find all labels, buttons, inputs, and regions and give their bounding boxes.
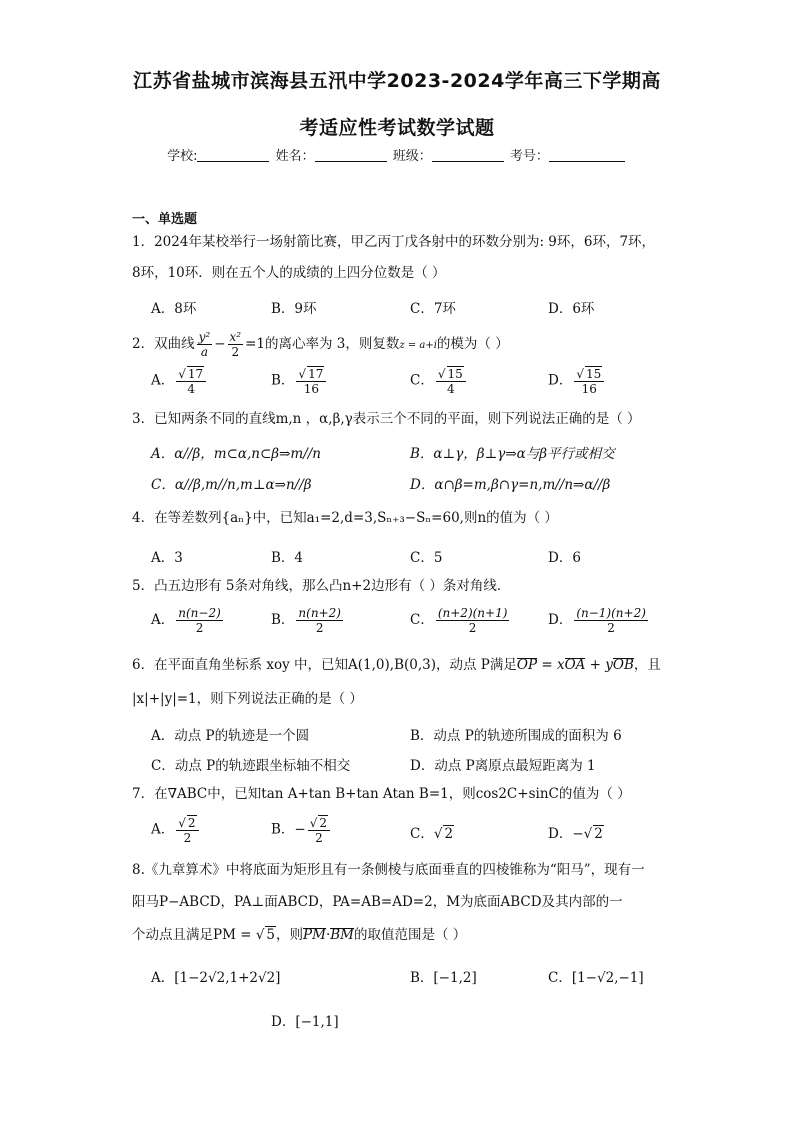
q2-option-b: B． $\frac{√ 17}{16}$ bbox=[271, 366, 328, 396]
q3-option-b: B．α⊥γ，β⊥γ⇒α与β平行或相交 bbox=[410, 446, 615, 462]
q2-option-c: C． $\frac{√ 15}{4}$ bbox=[410, 366, 468, 396]
exam-title-line1: 江苏省盐城市滨海县五汛中学2023-2024学年高三下学期高 bbox=[133, 70, 661, 92]
number-blank[interactable] bbox=[549, 149, 625, 162]
school-label: 学校: bbox=[167, 149, 198, 164]
q1-line2: 8环，10环．则在五个人的成绩的上四分位数是（ ） bbox=[132, 265, 446, 281]
q3-line: 3．已知两条不同的直线m,n ，α,β,γ表示三个不同的平面，则下列说法正确的是（ ） bbox=[132, 411, 641, 427]
q3-option-d: D．α∩β=m,β∩γ=n,m//n⇒α//β bbox=[410, 477, 611, 493]
q3-option-a: A．α//β，m⊂α,n⊂β⇒m//n bbox=[151, 446, 322, 462]
q2-pre: 2．双曲线 bbox=[132, 336, 195, 352]
q3-option-c: C．α//β,m//n,m⊥α⇒n//β bbox=[151, 477, 312, 493]
q2-option-d: D． $\frac{√ 15}{16}$ bbox=[548, 366, 606, 396]
q1-option-d: D．6环 bbox=[548, 301, 595, 317]
vector-oa: OA bbox=[564, 657, 586, 673]
q1-option-c: C．7环 bbox=[410, 301, 456, 317]
q6-option-d: D．动点 P离原点最短距离为 1 bbox=[410, 758, 596, 774]
q8-line1: 8.《九章算术》中将底面为矩形且有一条侧棱与底面垂直的四棱锥称为“阳马”，现有一 bbox=[132, 862, 645, 878]
q2-post: 的模为（ ） bbox=[436, 336, 509, 352]
q4-option-b: B．4 bbox=[271, 550, 304, 566]
number-label: 考号： bbox=[509, 149, 549, 164]
q2-line: 2．双曲线 $\frac{\text{y²}}{a}$ − $\frac{\text{x²}}{2}$ =1的离心率为 3，则复数z = a+i的模为（ ） bbox=[132, 330, 509, 359]
q5-option-b: B． $\frac{n(n+2)}{2}$ bbox=[271, 606, 341, 635]
q8-option-c: C．[1−√2,−1] bbox=[548, 970, 644, 986]
vector-ob: OB bbox=[612, 657, 634, 673]
vector-pm: PM bbox=[303, 927, 326, 943]
q6-option-a: A．动点 P的轨迹是一个圆 bbox=[151, 728, 310, 744]
class-blank[interactable] bbox=[432, 149, 504, 162]
vector-bm: BM bbox=[330, 927, 354, 943]
q4-line: 4．在等差数列{aₙ}中，已知a₁=2,d=3,Sₙ₊₃−Sₙ=60,则n的值为（ ） bbox=[132, 510, 558, 526]
school-blank[interactable] bbox=[197, 149, 269, 162]
q6-option-c: C．动点 P的轨迹跟坐标轴不相交 bbox=[151, 758, 351, 774]
q1-option-a: A．8环 bbox=[151, 301, 197, 317]
section-heading: 一、单选题 bbox=[132, 212, 198, 227]
q2-mid: =1的离心率为 3，则复数 bbox=[245, 336, 400, 352]
name-blank[interactable] bbox=[315, 149, 387, 162]
q2-z: z = a+i bbox=[399, 340, 437, 351]
q8-option-d: D．[−1,1] bbox=[271, 1014, 339, 1030]
q2-frac-x: $\frac{\text{x²}}{2}$ bbox=[229, 330, 242, 359]
vector-op: OP bbox=[516, 657, 538, 673]
q4-option-c: C．5 bbox=[410, 550, 443, 566]
q7-option-c: C．√ 2 bbox=[410, 826, 454, 842]
q6-line1: 6．在平面直角坐标系 xoy 中，已知A(1,0),B(0,3)，动点 P满足OP = xOA + yOB，且 bbox=[132, 657, 661, 673]
q5-option-a: A． $\frac{n(n-2)}{2}$ bbox=[151, 606, 221, 635]
q2-option-a: A． $\frac{√ 17}{4}$ bbox=[151, 366, 208, 396]
q1-option-b: B．9环 bbox=[271, 301, 317, 317]
exam-title-line2: 考适应性考试数学试题 bbox=[299, 117, 495, 139]
q7-option-b: B．− $\frac{√ 2}{2}$ bbox=[271, 815, 332, 845]
q7-option-d: D．−√ 2 bbox=[548, 826, 603, 842]
q8-line3: 个动点且满足PM = √ 5，则PM·BM的取值范围是（ ） bbox=[132, 927, 467, 943]
q5-line: 5．凸五边形有 5条对角线，那么凸n+2边形有（ ）条对角线． bbox=[132, 578, 511, 594]
q6-option-b: B．动点 P的轨迹所围成的面积为 6 bbox=[410, 728, 622, 744]
class-label: 班级： bbox=[392, 149, 432, 164]
q8-line2: 阳马P−ABCD，PA⊥面ABCD，PA=AB=AD=2，M为底面ABCD及其内部的一 bbox=[132, 894, 623, 910]
q5-option-c: C． $\frac{(n+2)(n+1)}{2}$ bbox=[410, 606, 508, 635]
q7-option-a: A． $\frac{√ 2}{2}$ bbox=[151, 815, 201, 845]
q4-option-a: A．3 bbox=[151, 550, 183, 566]
q6-line2: |x|+|y|=1，则下列说法正确的是（ ） bbox=[132, 691, 363, 707]
q5-option-d: D． $\frac{(n-1)(n+2)}{2}$ bbox=[548, 606, 646, 635]
q1-line1: 1．2024年某校举行一场射箭比赛，甲乙丙丁戊各射中的环数分别为: 9环，6环，7环， bbox=[132, 234, 656, 250]
q8-option-a: A．[1−2√2,1+2√2] bbox=[151, 970, 281, 986]
q4-option-d: D．6 bbox=[548, 550, 581, 566]
name-label: 姓名： bbox=[275, 149, 315, 164]
q2-frac-y: $\frac{\text{y²}}{a}$ bbox=[198, 330, 211, 359]
student-info-row bbox=[0, 145, 794, 164]
q7-line: 7．在∇ABC中，已知tan A+tan B+tan Atan B=1，则cos2C+sinC的值为（ ） bbox=[132, 786, 631, 802]
q8-option-b: B．[−1,2] bbox=[410, 970, 477, 986]
